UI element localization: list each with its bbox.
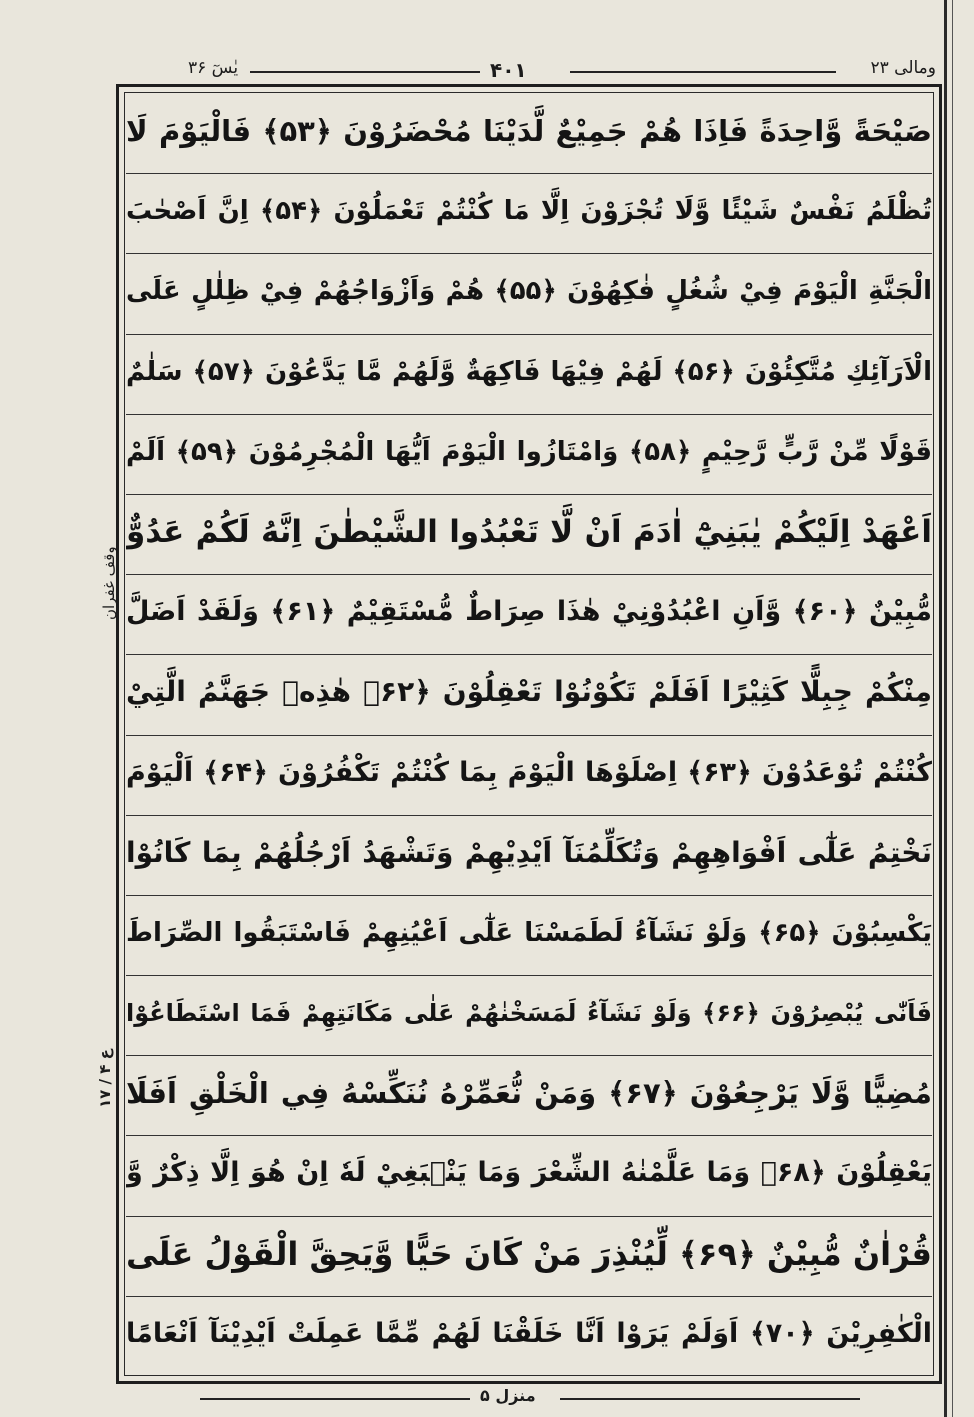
arabic-line: الْجَنَّةِ الْيَوْمَ فِيْ شُغُلٍ فٰكِهُوْنَ ﴿۵۵﴾ هُمْ وَاَزْوَاجُهُمْ فِيْ ظِلٰلٍ عَلَى (126, 276, 932, 307)
text-row (126, 816, 932, 896)
footer-rule-left (200, 1398, 470, 1400)
text-row (126, 335, 932, 415)
arabic-line: مُضِيًّا وَّلَا يَرْجِعُوْنَ ﴿۶۷﴾ وَمَنْ نُّعَمِّرْهُ نُنَكِّسْهُ فِي الْخَلْقِ اَفَلَا (126, 1076, 932, 1111)
manzil-label: منزل ۵ (480, 1386, 536, 1405)
text-row (126, 896, 932, 976)
text-row (126, 1056, 932, 1136)
footer-rule-right (560, 1398, 860, 1400)
text-row (126, 94, 932, 174)
book-spine-line (944, 0, 947, 1417)
arabic-line: اَعْهَدْ اِلَيْكُمْ يٰبَنِيْٓ اٰدَمَ اَنْ لَّا تَعْبُدُوا الشَّيْطٰنَ اِنَّهُ لَكُمْ عَدُوٌّ (126, 513, 932, 550)
text-row (126, 254, 932, 334)
arabic-line: نَخْتِمُ عَلٰٓى اَفْوَاهِهِمْ وَتُكَلِّمُنَآ اَيْدِيْهِمْ وَتَشْهَدُ اَرْجُلُهُمْ بِمَا كَانُوْا (126, 835, 932, 869)
header-rule-left (250, 71, 480, 73)
page-number: ۴۰۱ (490, 58, 527, 82)
text-row (126, 1136, 932, 1216)
arabic-line: يَكْسِبُوْنَ ﴿۶۵﴾ وَلَوْ نَشَآءُ لَطَمَسْنَا عَلٰٓى اَعْيُنِهِمْ فَاسْتَبَقُوا الصِّرَاطَ (126, 917, 932, 948)
text-row (126, 495, 932, 575)
arabic-line: مِنْكُمْ جِبِلًّا كَثِيْرًا اَفَلَمْ تَكُوْنُوْا تَعْقِلُوْنَ ﴿۶۲﴾ هٰذِهٖ جَهَنَّمُ الَّتِيْ (126, 675, 932, 709)
text-row (126, 655, 932, 735)
text-lines (126, 94, 932, 1377)
arabic-line: كُنْتُمْ تُوْعَدُوْنَ ﴿۶۳﴾ اِصْلَوْهَا الْيَوْمَ بِمَا كُنْتُمْ تَكْفُرُوْنَ ﴿۶۴﴾ اَلْيَوْمَ (126, 756, 932, 788)
ruku-margin-marker: ع ۴ / ۱۷ (96, 1049, 114, 1108)
juz-label: ومالی ۲۳ (870, 58, 936, 78)
text-row (126, 736, 932, 816)
arabic-line: تُظْلَمُ نَفْسٌ شَيْئًا وَّلَا تُجْزَوْنَ اِلَّا مَا كُنْتُمْ تَعْمَلُوْنَ ﴿۵۴﴾ اِنَّ اَصْحٰبَ (126, 196, 932, 227)
text-row (126, 1217, 932, 1297)
arabic-line: الْاَرَآئِكِ مُتَّكِئُوْنَ ﴿۵۶﴾ لَهُمْ فِيْهَا فَاكِهَةٌ وَّلَهُمْ مَّا يَدَّعُوْنَ ﴿۵۷﴾ سَلٰمٌ (126, 356, 932, 387)
arabic-line: يَعْقِلُوْنَ ﴿۶۸﴾ وَمَا عَلَّمْنٰهُ الشِّعْرَ وَمَا يَنْۢبَغِيْ لَهٗ اِنْ هُوَ اِلَّا ذِكْرٌ وَّ (126, 1157, 932, 1189)
arabic-line: فَاَنّٰى يُبْصِرُوْنَ ﴿۶۶﴾ وَلَوْ نَشَآءُ لَمَسَخْنٰهُمْ عَلٰى مَكَانَتِهِمْ فَمَا اسْتَطَاعُوْا (126, 999, 932, 1028)
book-spine-thin-line (952, 0, 953, 1417)
text-row (126, 415, 932, 495)
waqf-margin-note: وقف غفران (100, 546, 118, 620)
arabic-line: قُرْاٰنٌ مُّبِيْنٌ ﴿۶۹﴾ لِّيُنْذِرَ مَنْ كَانَ حَيًّا وَّيَحِقَّ الْقَوْلُ عَلَى (126, 1234, 932, 1273)
header-rule-right (570, 71, 836, 73)
arabic-line: مُّبِيْنٌ ﴿۶۰﴾ وَّاَنِ اعْبُدُوْنِيْ هٰذَا صِرَاطٌ مُّسْتَقِيْمٌ ﴿۶۱﴾ وَلَقَدْ اَضَلَّ (126, 596, 932, 628)
arabic-line: صَيْحَةً وَّاحِدَةً فَاِذَا هُمْ جَمِيْعٌ لَّدَيْنَا مُحْضَرُوْنَ ﴿۵۳﴾ فَالْيَوْمَ لَا (126, 114, 932, 148)
text-row (126, 575, 932, 655)
surah-label: یٰسٓ ۳۶ (188, 58, 239, 78)
arabic-line: الْكٰفِرِيْنَ ﴿۷۰﴾ اَوَلَمْ يَرَوْا اَنَّا خَلَقْنَا لَهُمْ مِّمَّا عَمِلَتْ اَيْدِيْنَآ اَنْعَامًا (126, 1317, 932, 1349)
text-row (126, 1297, 932, 1377)
text-row (126, 976, 932, 1056)
arabic-line: قَوْلًا مِّنْ رَّبٍّ رَّحِيْمٍ ﴿۵۸﴾ وَامْتَازُوا الْيَوْمَ اَيُّهَا الْمُجْرِمُوْنَ ﴿۵۹﴾ اَلَمْ (126, 436, 932, 467)
text-row (126, 174, 932, 254)
